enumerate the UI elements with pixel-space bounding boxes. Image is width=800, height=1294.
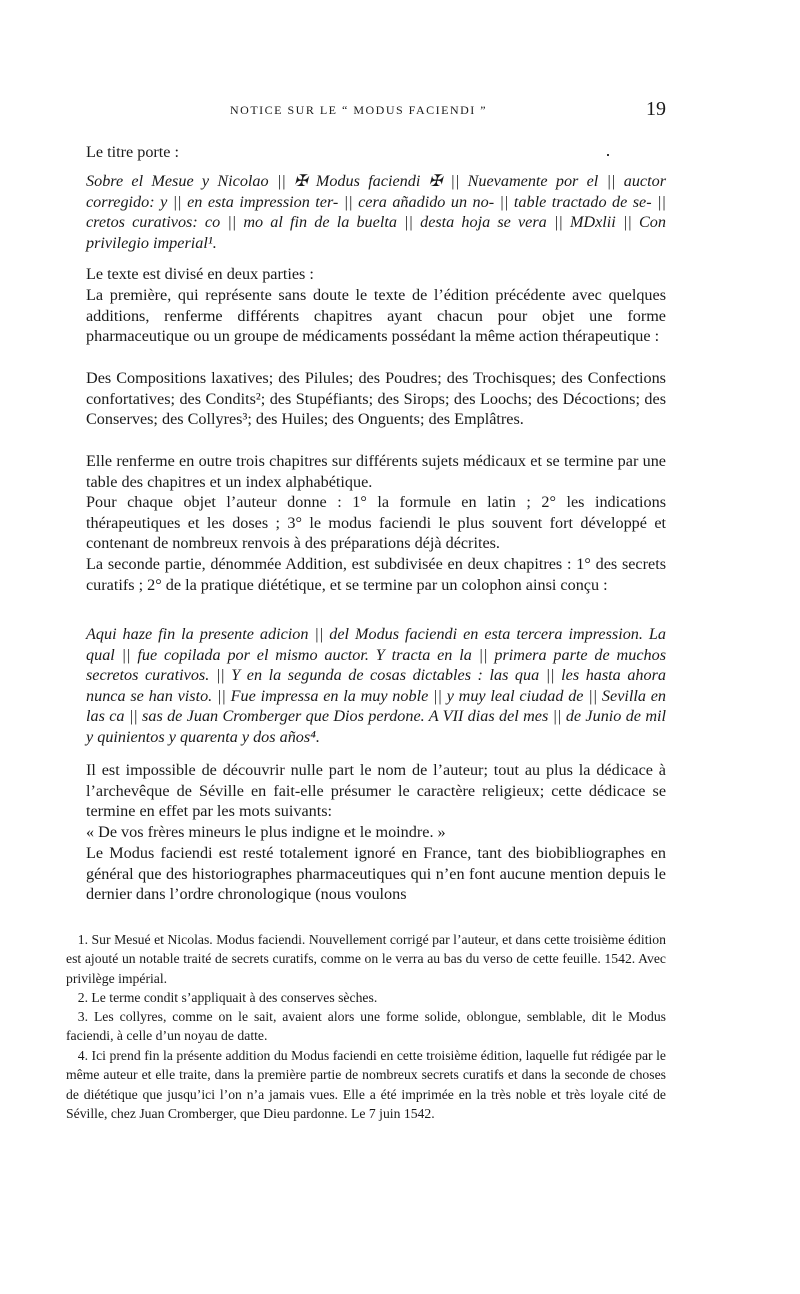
footnote-text: Sur Mesué et Nicolas. Modus faciendi. Nouvellement corrigé par l’auteur, et dans cette troisième édition est ajouté un notable traité de secrets curatifs, comme on le verra au bas du verso de cette feuille. 1542. Avec privilège impérial. (66, 932, 666, 986)
footnote-number: 4. (77, 1048, 88, 1063)
title-quote: Sobre el Mesue y Nicolao || ✠ Modus faciendi ✠ || Nuevamente por el || auctor corregido: y || en esta impression ter- || cera añadido un no- || table tractado de se- || cretos curativos: co || mo al fin de la buelta || desta hoja se vera || MDxlii || Con privilegio imperial¹. (86, 172, 666, 252)
paragraph-first-part: La première, qui représente sans doute le texte de l’édition précédente avec quelques additions, renferme différents chapitres ayant chacun pour objet une forme pharmaceutique ou un groupe de médicaments possédant la même action thérapeutique : (86, 286, 666, 345)
paragraph-second-part: La seconde partie, dénommée Addition, est subdivisée en deux chapitres : 1° des secrets curatifs ; 2° de la pratique diététique, et se termine par un colophon ainsi conçu : (86, 555, 666, 594)
running-header: NOTICE SUR LE “ MODUS FACIENDI ” (230, 103, 488, 117)
colophon-quote: Aqui haze fin la presente adicion || del Modus faciendi en esta tercera impression. La qual || fue copilada por el mismo auctor. Y tracta en la || primera parte de muchos secretos curativos. || Y en la segunda de cosas dictables : las qua || les hasta ahora nunca se han visto. || Fue impressa en la muy noble || y muy leal ciudad de || Sevilla en las ca || sas de Juan Cromberger que Dios perdone. A VII dias del mes || de Junio de mil y quinientos y quarenta y dos años⁴. (86, 625, 666, 746)
paragraph-dedication-quote: « De vos frères mineurs le plus indigne et le moindre. » (86, 823, 446, 841)
footnote-text: Ici prend fin la présente addition du Modus faciendi en cette troisième édition, laquelle fut rédigée par le même auteur et elle traite, dans la première partie de nombreux secrets curatifs et dans la seconde de choses de diététique que jusqu’ici l’on n’a jamais vues. Elle a été imprimée en la très noble et très loyale cité de Séville, chez Juan Cromberger, que Dieu pardonne. Le 7 juin 1542. (66, 1048, 666, 1121)
footnote-text: Les collyres, comme on le sait, avaient alors une forme solide, oblongue, semblable, dit le Modus faciendi, à celle d’un noyau de datte. (66, 1009, 666, 1044)
footnote-number: 2. (77, 990, 88, 1005)
page-number: 19 (646, 98, 666, 120)
title-intro: Le titre porte : (86, 143, 180, 161)
footnote-2 (66, 988, 666, 1007)
paragraph-each-object: Pour chaque objet l’auteur donne : 1° la formule en latin ; 2° les indications thérapeutiques et les doses ; 3° le modus faciendi le plus souvent fort développé et contenant de nombreux renvois à des préparations déjà décrites. (86, 493, 666, 552)
footnote-number: 3. (77, 1009, 88, 1024)
paragraph-chapter-list: Des Compositions laxatives; des Pilules; des Poudres; des Trochisques; des Confections confortatives; des Condits²; des Stupéfiants; des Sirops; des Loochs; des Décoctions; des Conserves; des Collyres³; des Huiles; des Onguents; des Emplâtres. (86, 369, 666, 428)
paragraph-also-contains: Elle renferme en outre trois chapitres sur différents sujets médicaux et se termine par une table des chapitres et un index alphabétique. (86, 452, 666, 491)
footnote-4 (66, 1046, 666, 1123)
footnote-text: Le terme condit s’appliquait à des conserves sèches. (91, 990, 378, 1005)
footnote-1 (66, 930, 666, 988)
paragraph-modus-ignored: Le Modus faciendi est resté totalement ignoré en France, tant des biobibliographes en général que des historiographes pharmaceutiques qui n’en font aucune mention depuis le dernier dans l’ordre chronologique (nous voulons (86, 844, 666, 903)
paragraph-divided: Le texte est divisé en deux parties : (86, 265, 314, 283)
footnote-3 (66, 1007, 666, 1046)
paragraph-author-unknown: Il est impossible de découvrir nulle part le nom de l’auteur; tout au plus la dédicace à l’archevêque de Séville en fait-elle présumer le caractère religieux; cette dédicace se termine en effet par les mots suivants: (86, 761, 666, 820)
footnote-number: 1. (77, 932, 88, 947)
